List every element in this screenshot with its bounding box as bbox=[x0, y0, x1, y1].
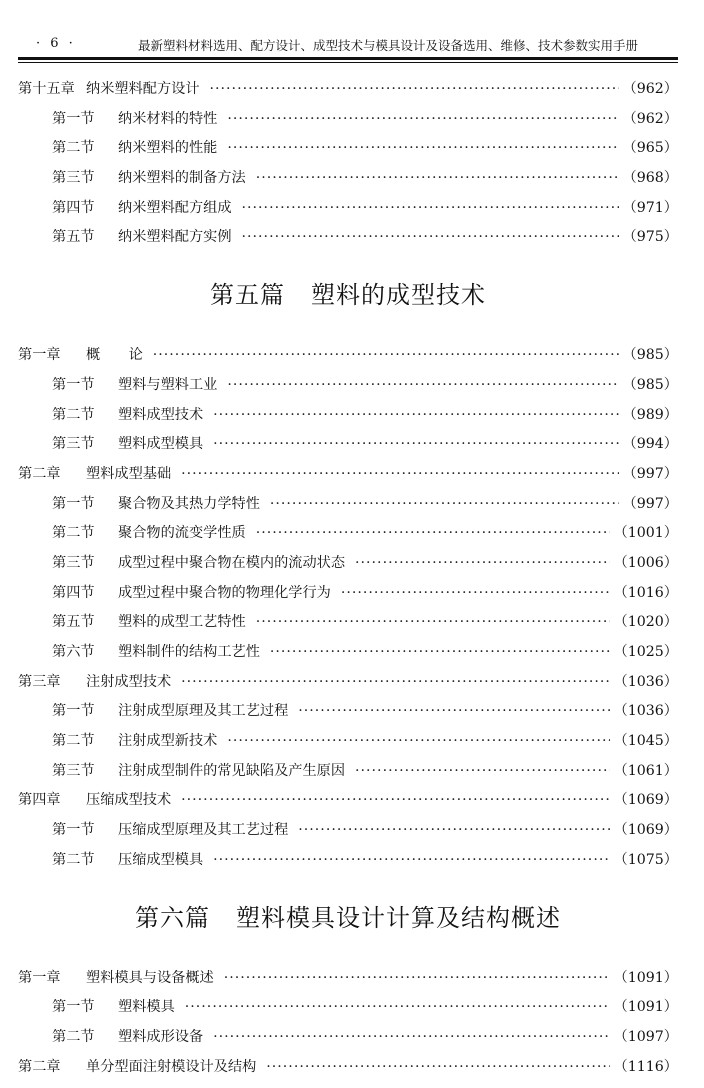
entry-page-number: （1097） bbox=[613, 1028, 678, 1045]
toc-section-entry[interactable] bbox=[18, 167, 678, 197]
entry-page-number: （1036） bbox=[613, 703, 678, 720]
entry-page-number: （1069） bbox=[613, 822, 678, 839]
entry-number: 第三节 bbox=[52, 436, 95, 453]
toc-section-entry[interactable] bbox=[18, 226, 678, 256]
entry-title: 聚合物及其热力学特性 bbox=[118, 495, 260, 512]
entry-page-number: （997） bbox=[622, 495, 678, 512]
entry-number: 第一节 bbox=[52, 999, 95, 1016]
entry-page-number: （962） bbox=[622, 81, 678, 97]
entry-number: 第一章 bbox=[18, 347, 61, 364]
entry-number: 第三节 bbox=[52, 554, 95, 571]
dot-leader bbox=[270, 644, 610, 660]
entry-number: 第一节 bbox=[52, 822, 95, 839]
toc-section-entry[interactable] bbox=[18, 700, 678, 730]
entry-page-number: （1116） bbox=[613, 1058, 678, 1075]
part-title bbox=[18, 256, 678, 344]
entry-page-number: （1091） bbox=[613, 969, 678, 986]
dot-leader bbox=[153, 347, 619, 363]
entry-number: 第六节 bbox=[52, 644, 95, 660]
entry-number: 第五节 bbox=[52, 229, 95, 246]
toc-section-entry[interactable] bbox=[18, 582, 678, 612]
entry-title: 塑料的成型工艺特性 bbox=[118, 614, 246, 631]
toc-section-entry[interactable] bbox=[18, 611, 678, 641]
toc-chapter-entry[interactable] bbox=[18, 967, 678, 997]
entry-number: 第五节 bbox=[52, 614, 95, 631]
entry-page-number: （968） bbox=[622, 170, 678, 187]
entry-title: 纳米塑料配方实例 bbox=[118, 229, 232, 246]
entry-number: 第三章 bbox=[18, 673, 61, 690]
dot-leader bbox=[213, 1029, 609, 1045]
entry-number: 第二节 bbox=[52, 851, 95, 868]
part-heading: 塑料的成型技术 bbox=[311, 281, 486, 310]
entry-number: 第二节 bbox=[52, 1028, 95, 1045]
header-rule-thick bbox=[18, 57, 678, 60]
page-number: · 6 · bbox=[36, 36, 76, 51]
toc-section-entry[interactable] bbox=[18, 433, 678, 463]
dot-leader bbox=[227, 377, 618, 393]
entry-number: 第一节 bbox=[52, 110, 95, 127]
part-number: 第五篇 bbox=[210, 281, 285, 310]
dot-leader bbox=[181, 792, 609, 808]
entry-title: 塑料成型技术 bbox=[118, 406, 204, 423]
dot-leader bbox=[341, 585, 610, 601]
dot-leader bbox=[185, 999, 610, 1015]
dot-leader bbox=[181, 466, 618, 482]
entry-number: 第一节 bbox=[52, 495, 95, 512]
toc-section-entry[interactable] bbox=[18, 641, 678, 671]
entry-title: 纳米塑料配方设计 bbox=[86, 81, 200, 97]
dot-leader bbox=[210, 81, 619, 97]
entry-title: 成型过程中聚合物在模内的流动状态 bbox=[118, 554, 346, 571]
dot-leader bbox=[355, 555, 610, 571]
entry-number: 第十五章 bbox=[18, 81, 75, 97]
dot-leader bbox=[270, 496, 619, 512]
entry-title: 塑料模具 bbox=[118, 999, 175, 1016]
entry-title: 压缩成型技术 bbox=[86, 792, 172, 809]
entry-title: 压缩成型原理及其工艺过程 bbox=[118, 822, 289, 839]
toc-section-entry[interactable] bbox=[18, 108, 678, 138]
dot-leader bbox=[227, 140, 618, 156]
entry-title: 纳米材料的特性 bbox=[118, 110, 218, 127]
entry-number: 第一节 bbox=[52, 376, 95, 393]
entry-number: 第四章 bbox=[18, 792, 61, 809]
entry-page-number: （997） bbox=[622, 465, 678, 482]
dot-leader bbox=[242, 229, 619, 245]
entry-page-number: （989） bbox=[622, 406, 678, 423]
page-header bbox=[18, 36, 678, 56]
toc-section-entry[interactable] bbox=[18, 137, 678, 167]
entry-title: 塑料成形设备 bbox=[118, 1028, 204, 1045]
entry-title: 注射成型原理及其工艺过程 bbox=[118, 703, 289, 720]
toc-chapter-entry[interactable] bbox=[18, 344, 678, 374]
toc-chapter-entry[interactable] bbox=[18, 789, 678, 819]
entry-title: 压缩成型模具 bbox=[118, 851, 204, 868]
toc-chapter-entry[interactable] bbox=[18, 78, 678, 108]
toc-section-entry[interactable] bbox=[18, 552, 678, 582]
toc-section-entry[interactable] bbox=[18, 819, 678, 849]
entry-page-number: （1016） bbox=[613, 584, 678, 601]
dot-leader bbox=[227, 733, 609, 749]
running-title: 最新塑料材料选用、配方设计、成型技术与模具设计及设备选用、维修、技术参数实用手册 bbox=[138, 38, 639, 53]
entry-title: 注射成型技术 bbox=[86, 673, 172, 690]
toc-section-entry[interactable] bbox=[18, 374, 678, 404]
entry-page-number: （1006） bbox=[613, 554, 678, 571]
dot-leader bbox=[256, 170, 619, 186]
entry-title: 塑料模具与设备概述 bbox=[86, 969, 214, 986]
dot-leader bbox=[181, 674, 609, 690]
entry-title: 纳米塑料的性能 bbox=[118, 140, 218, 157]
entry-page-number: （1025） bbox=[613, 644, 678, 660]
entry-page-number: （975） bbox=[622, 229, 678, 246]
toc-section-entry[interactable] bbox=[18, 197, 678, 227]
entry-title: 塑料制件的结构工艺性 bbox=[118, 644, 260, 660]
dot-leader bbox=[266, 1059, 609, 1075]
toc-section-entry[interactable] bbox=[18, 493, 678, 523]
entry-page-number: （985） bbox=[622, 347, 678, 364]
entry-page-number: （1061） bbox=[613, 762, 678, 779]
entry-page-number: （985） bbox=[622, 376, 678, 393]
toc-chapter-entry[interactable] bbox=[18, 1056, 678, 1086]
part-number: 第六篇 bbox=[135, 903, 210, 932]
toc-chapter-entry[interactable] bbox=[18, 463, 678, 493]
dot-leader bbox=[224, 970, 610, 986]
entry-page-number: （965） bbox=[622, 140, 678, 157]
toc-section-entry[interactable] bbox=[18, 849, 678, 879]
entry-title: 注射成型制件的常见缺陷及产生原因 bbox=[118, 762, 346, 779]
entry-number: 第二章 bbox=[18, 465, 61, 482]
entry-number: 第二节 bbox=[52, 525, 95, 542]
toc-section-entry[interactable] bbox=[18, 404, 678, 434]
entry-title: 纳米塑料的制备方法 bbox=[118, 170, 246, 187]
entry-page-number: （1069） bbox=[613, 792, 678, 809]
entry-page-number: （1045） bbox=[613, 733, 678, 750]
entry-number: 第二章 bbox=[18, 1058, 61, 1075]
entry-title: 成型过程中聚合物的物理化学行为 bbox=[118, 584, 331, 601]
entry-title: 聚合物的流变学性质 bbox=[118, 525, 246, 542]
toc-chapter-entry[interactable] bbox=[18, 671, 678, 701]
dot-leader bbox=[256, 525, 610, 541]
part-heading: 塑料模具设计计算及结构概述 bbox=[236, 903, 561, 932]
entry-page-number: （1091） bbox=[613, 999, 678, 1016]
entry-title: 纳米塑料配方组成 bbox=[118, 199, 232, 216]
toc-section-entry[interactable] bbox=[18, 522, 678, 552]
dot-leader bbox=[213, 436, 618, 452]
dot-leader bbox=[298, 822, 609, 838]
entry-number: 第三节 bbox=[52, 762, 95, 779]
entry-page-number: （1036） bbox=[613, 673, 678, 690]
dot-leader bbox=[298, 703, 609, 719]
entry-page-number: （1020） bbox=[613, 614, 678, 631]
header-rule-thin bbox=[18, 62, 678, 63]
dot-leader bbox=[256, 614, 610, 630]
entry-page-number: （971） bbox=[622, 199, 678, 216]
toc-section-entry[interactable] bbox=[18, 760, 678, 790]
entry-number: 第一节 bbox=[52, 703, 95, 720]
entry-page-number: （1075） bbox=[613, 851, 678, 868]
entry-title: 概 论 bbox=[86, 347, 143, 364]
entry-number: 第一章 bbox=[18, 969, 61, 986]
entry-number: 第三节 bbox=[52, 170, 95, 187]
entry-page-number: （1001） bbox=[613, 525, 678, 542]
dot-leader bbox=[213, 852, 609, 868]
dot-leader bbox=[213, 407, 618, 423]
entry-title: 注射成型新技术 bbox=[118, 733, 218, 750]
entry-title: 塑料与塑料工业 bbox=[118, 376, 218, 393]
dot-leader bbox=[355, 763, 610, 779]
entry-number: 第四节 bbox=[52, 584, 95, 601]
entry-page-number: （962） bbox=[622, 110, 678, 127]
entry-number: 第二节 bbox=[52, 140, 95, 157]
toc-section-entry[interactable] bbox=[18, 996, 678, 1026]
entry-number: 第四节 bbox=[52, 199, 95, 216]
entry-number: 第二节 bbox=[52, 406, 95, 423]
part-title bbox=[18, 879, 678, 967]
toc-section-entry[interactable] bbox=[18, 1026, 678, 1056]
toc-section-entry[interactable] bbox=[18, 730, 678, 760]
entry-title: 塑料成型模具 bbox=[118, 436, 204, 453]
table-of-contents bbox=[18, 78, 678, 1085]
entry-title: 塑料成型基础 bbox=[86, 465, 172, 482]
dot-leader bbox=[227, 111, 618, 127]
entry-page-number: （994） bbox=[622, 436, 678, 453]
entry-title: 单分型面注射模设计及结构 bbox=[86, 1058, 257, 1075]
dot-leader bbox=[242, 200, 619, 216]
entry-number: 第二节 bbox=[52, 733, 95, 750]
